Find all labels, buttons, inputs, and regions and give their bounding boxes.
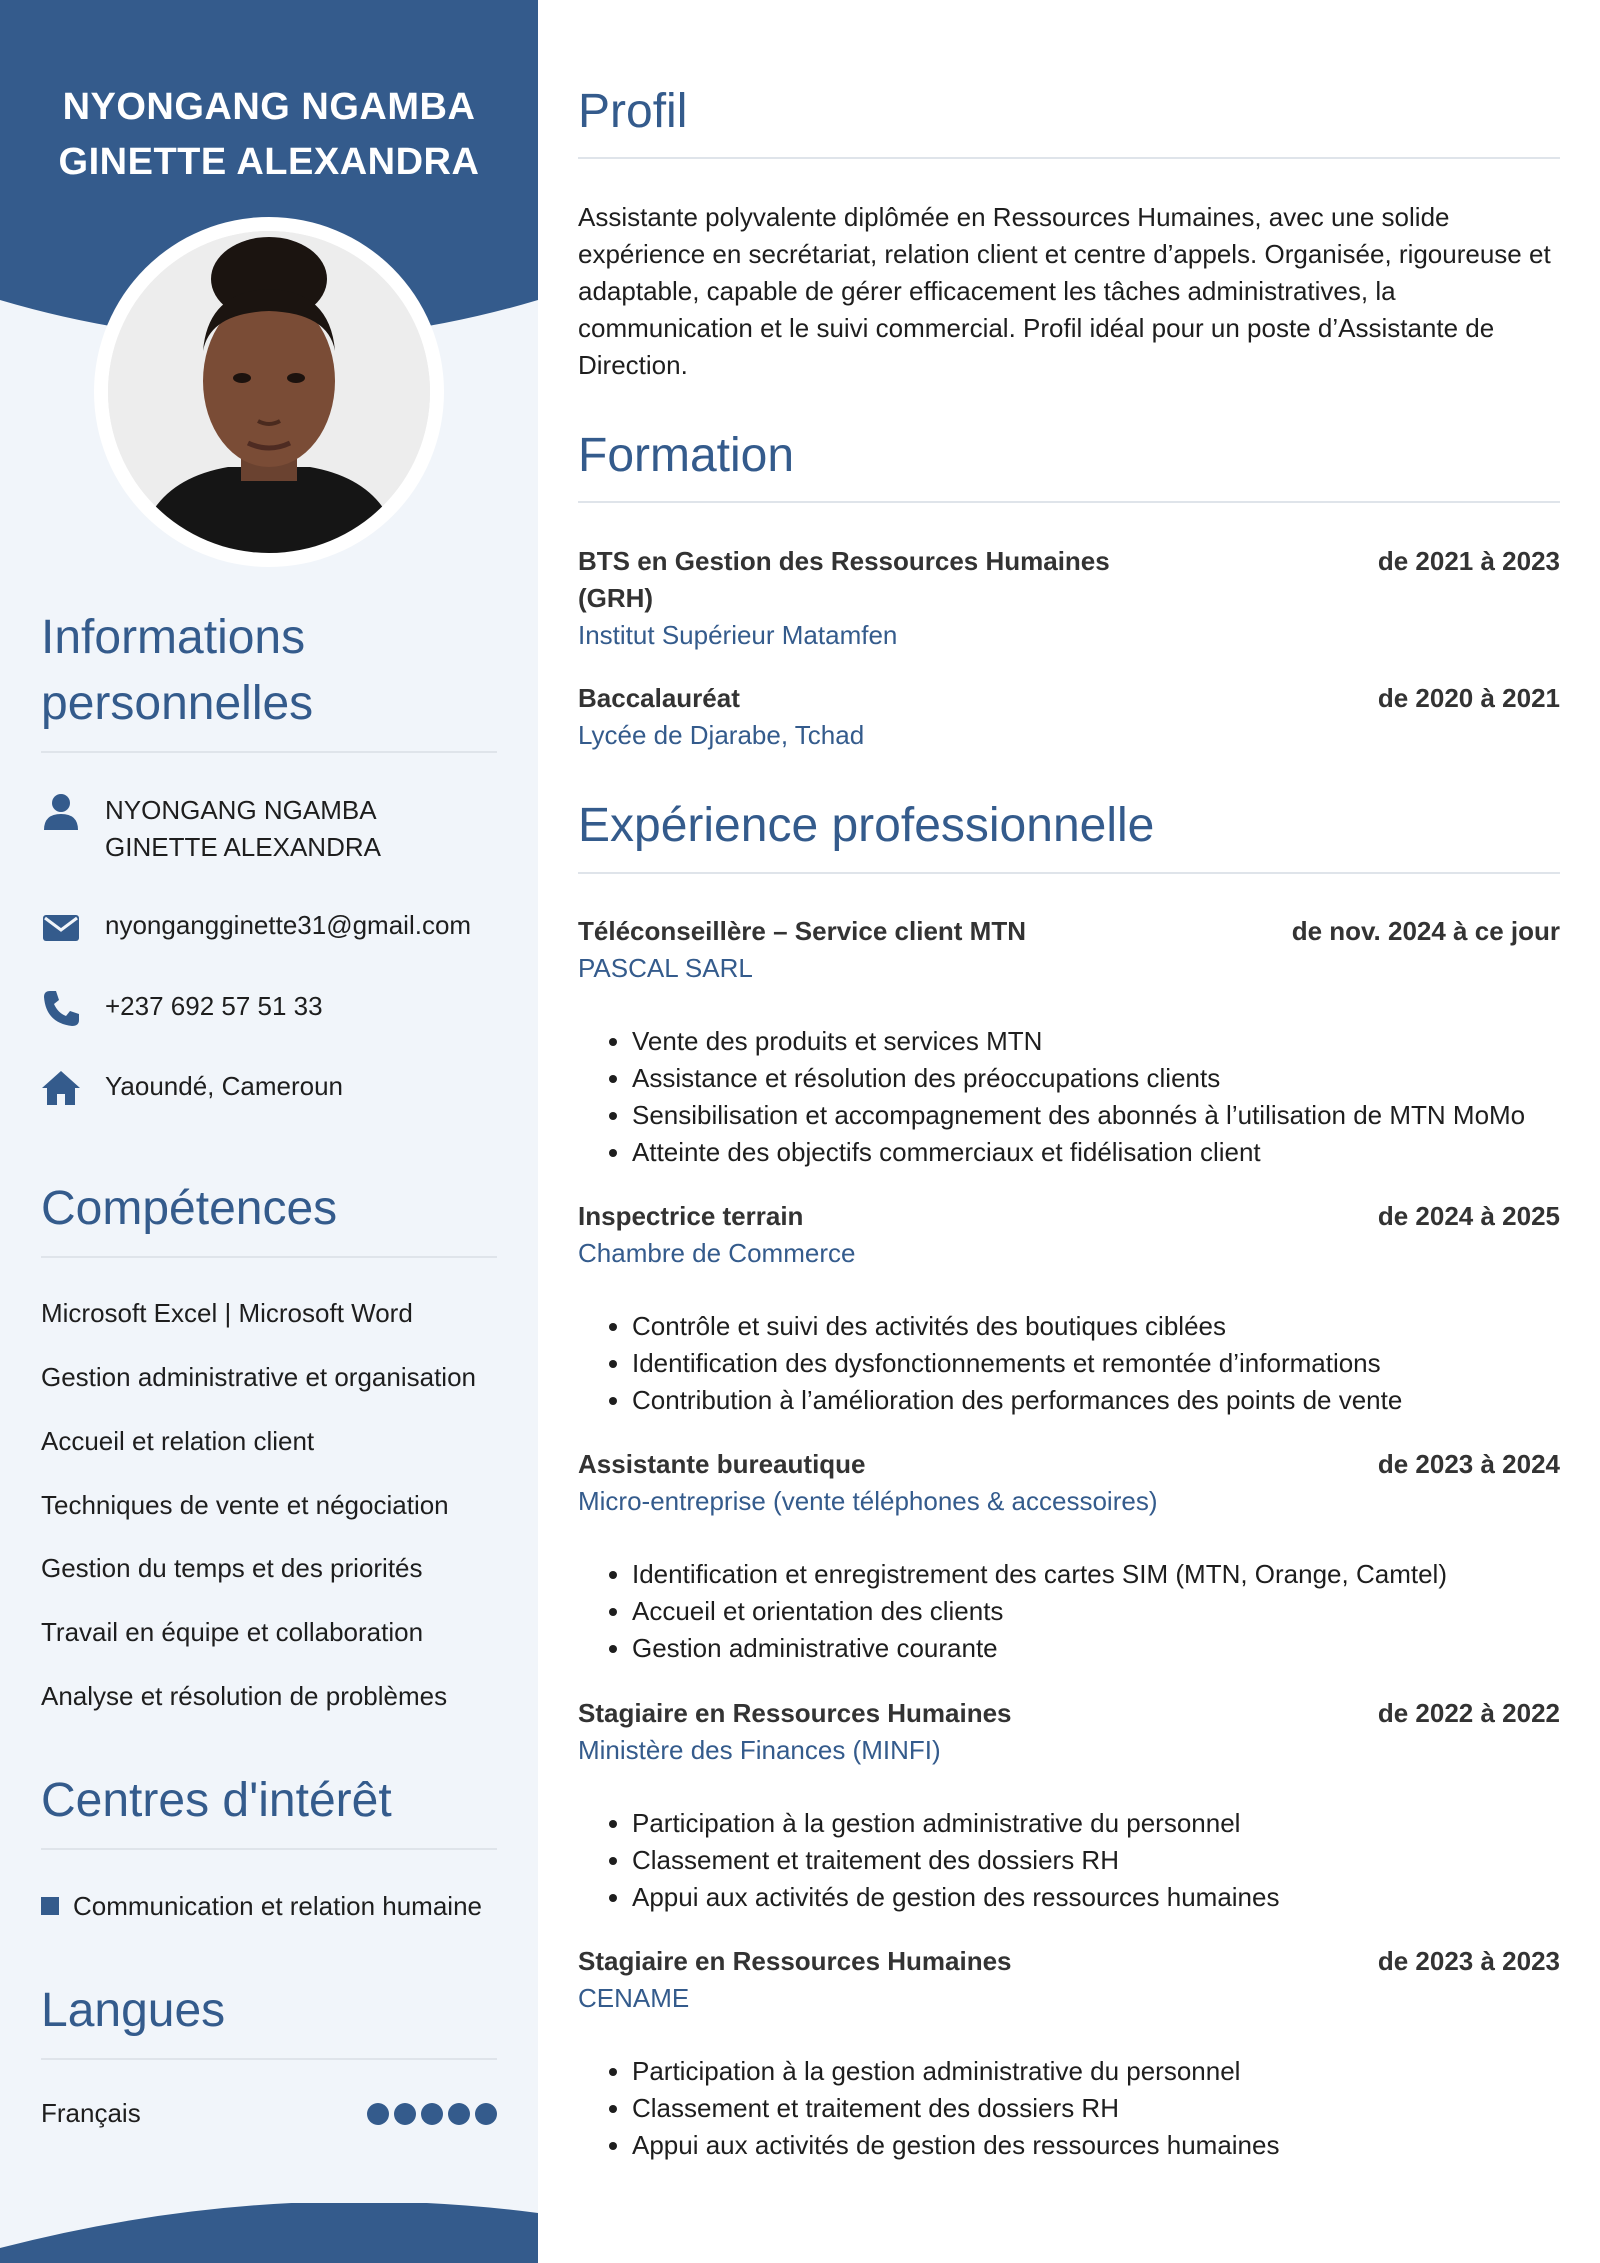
language-row bbox=[41, 2098, 497, 2129]
divider bbox=[578, 157, 1560, 159]
languages-section bbox=[41, 1978, 497, 2060]
user-icon bbox=[41, 792, 81, 832]
info-name bbox=[105, 792, 381, 866]
skill-item: Analyse et résolution de problèmes bbox=[41, 1681, 448, 1711]
phone-icon bbox=[41, 988, 81, 1028]
level-dot bbox=[448, 2103, 470, 2125]
entry-title: Stagiaire en Ressources Humaines bbox=[578, 1946, 1012, 1976]
info-name-line-1: NYONGANG NGAMBA bbox=[105, 795, 377, 825]
divider bbox=[578, 872, 1560, 874]
divider bbox=[41, 1256, 497, 1258]
entry-bullets bbox=[578, 1556, 1560, 1667]
entry-date: de 2023 à 2023 bbox=[1377, 1946, 1560, 1976]
entry-org: Micro-entreprise (vente téléphones & accessoires) bbox=[578, 1486, 1158, 1516]
bullet-item: • Classement et traitement des dossiers RH bbox=[632, 1842, 1560, 1879]
skill-item: Techniques de vente et négociation bbox=[41, 1490, 449, 1520]
entry-date: de 2020 à 2021 bbox=[1377, 683, 1560, 713]
entry-date: de 2021 à 2023 bbox=[1377, 546, 1560, 576]
entry-date: de 2022 à 2022 bbox=[1377, 1698, 1560, 1728]
entry-title: Stagiaire en Ressources Humaines bbox=[578, 1698, 1012, 1728]
address: Yaoundé, Cameroun bbox=[105, 1071, 344, 1101]
bullet-item: • Atteinte des objectifs commerciaux et fidélisation client bbox=[632, 1134, 1560, 1171]
name-line-2: GINETTE ALEXANDRA bbox=[58, 141, 480, 183]
info-name-line-2: GINETTE ALEXANDRA bbox=[105, 832, 381, 862]
divider bbox=[578, 501, 1560, 503]
experience-title: Expérience professionnelle bbox=[578, 799, 1155, 852]
experience-entry bbox=[578, 1446, 1560, 1667]
interests-section bbox=[41, 1768, 497, 1850]
entry-org: Institut Supérieur Matamfen bbox=[578, 620, 898, 650]
bullet-item: • Appui aux activités de gestion des ressources humaines bbox=[632, 2127, 1560, 2164]
bullet-item: • Sensibilisation et accompagnement des abonnés à l’utilisation de MTN MoMo bbox=[632, 1097, 1560, 1134]
bullet-item: • Identification des dysfonctionnements et remontée d’informations bbox=[632, 1345, 1560, 1382]
languages-title: Langues bbox=[41, 1984, 226, 2037]
entry-org: PASCAL SARL bbox=[578, 953, 753, 983]
header-name bbox=[0, 80, 538, 190]
personal-info-section bbox=[41, 605, 497, 753]
level-dot bbox=[475, 2103, 497, 2125]
experience-entry bbox=[578, 913, 1560, 1171]
language-name: Français bbox=[41, 2098, 141, 2128]
bullet-item: • Participation à la gestion administrative du personnel bbox=[632, 2053, 1560, 2090]
level-dot bbox=[421, 2103, 443, 2125]
home-icon bbox=[41, 1068, 81, 1108]
info-name-row bbox=[41, 792, 501, 866]
divider bbox=[41, 1848, 497, 1850]
entry-org: Lycée de Djarabe, Tchad bbox=[578, 720, 865, 750]
divider bbox=[41, 751, 497, 753]
experience-entry bbox=[578, 1943, 1560, 2164]
entry-bullets bbox=[578, 1023, 1560, 1171]
entry-date: de 2024 à 2025 bbox=[1377, 1201, 1560, 1231]
interest-item bbox=[41, 1888, 482, 1924]
bullet-item: • Accueil et orientation des clients bbox=[632, 1593, 1560, 1630]
skill-item: Accueil et relation client bbox=[41, 1426, 315, 1456]
entry-bullets bbox=[578, 1805, 1560, 1916]
bullet-item: • Assistance et résolution des préoccupations clients bbox=[632, 1060, 1560, 1097]
bullet-item: • Participation à la gestion administrative du personnel bbox=[632, 1805, 1560, 1842]
envelope-icon bbox=[41, 907, 81, 947]
entry-title: Téléconseillère – Service client MTN bbox=[578, 916, 1026, 946]
experience-entry bbox=[578, 1198, 1560, 1419]
sidebar bbox=[0, 0, 538, 2263]
bullet-item: • Classement et traitement des dossiers RH bbox=[632, 2090, 1560, 2127]
entry-date: de nov. 2024 à ce jour bbox=[1291, 916, 1560, 946]
interests-title: Centres d'intérêt bbox=[41, 1774, 392, 1827]
profile-title: Profil bbox=[578, 85, 688, 138]
entry-bullets bbox=[578, 1308, 1560, 1419]
skills-title: Compétences bbox=[41, 1182, 338, 1235]
interest-label: Communication et relation humaine bbox=[73, 1891, 482, 1921]
education-title: Formation bbox=[578, 429, 795, 482]
level-dot bbox=[367, 2103, 389, 2125]
name-line-1: NYONGANG NGAMBA bbox=[62, 86, 476, 128]
entry-date: de 2023 à 2024 bbox=[1377, 1449, 1560, 1479]
entry-title: Baccalauréat bbox=[578, 683, 740, 713]
bullet-item: • Contribution à l’amélioration des performances des points de vente bbox=[632, 1382, 1560, 1419]
bullet-item: • Identification et enregistrement des cartes SIM (MTN, Orange, Camtel) bbox=[632, 1556, 1560, 1593]
profile-photo bbox=[108, 231, 430, 553]
skill-item: Gestion administrative et organisation bbox=[41, 1362, 477, 1392]
experience-entry bbox=[578, 1695, 1560, 1916]
info-email-row bbox=[41, 907, 501, 947]
skill-item: Microsoft Excel | Microsoft Word bbox=[41, 1298, 413, 1328]
entry-org: CENAME bbox=[578, 1983, 690, 2013]
profile-text: Assistante polyvalente diplômée en Ressources Humaines, avec une solide expérience en secrétariat, relation client et centre d’appels. Organisée, rigoureuse et adaptable, capable de gérer efficacement les tâches administratives, la communication et le suivi commercial. Profil idéal pour un poste d’Assistante de Direction. bbox=[578, 202, 1551, 380]
education-entry bbox=[578, 680, 1560, 754]
bullet-item: • Vente des produits et services MTN bbox=[632, 1023, 1560, 1060]
footer-band bbox=[0, 2203, 538, 2263]
personal-info-title: Informations personnelles bbox=[41, 611, 314, 730]
profile-photo-frame bbox=[94, 217, 444, 567]
entry-title: BTS en Gestion des Ressources Humaines (GRH) bbox=[578, 546, 1110, 613]
square-bullet-icon bbox=[41, 1897, 59, 1915]
language-level bbox=[367, 2103, 497, 2125]
skill-item: Travail en équipe et collaboration bbox=[41, 1617, 424, 1647]
phone-number[interactable]: +237 692 57 51 33 bbox=[105, 991, 323, 1021]
level-dot bbox=[394, 2103, 416, 2125]
divider bbox=[41, 2058, 497, 2060]
email-link[interactable]: nyongangginette31@gmail.com bbox=[105, 910, 472, 940]
skill-item: Gestion du temps et des priorités bbox=[41, 1553, 423, 1583]
skills-section bbox=[41, 1176, 497, 1258]
bullet-item: • Contrôle et suivi des activités des boutiques ciblées bbox=[632, 1308, 1560, 1345]
education-entry bbox=[578, 543, 1560, 654]
info-phone-row bbox=[41, 988, 501, 1028]
info-address-row bbox=[41, 1068, 501, 1108]
entry-org: Ministère des Finances (MINFI) bbox=[578, 1735, 941, 1765]
entry-title: Assistante bureautique bbox=[578, 1449, 866, 1479]
entry-title: Inspectrice terrain bbox=[578, 1201, 804, 1231]
bullet-item: • Appui aux activités de gestion des ressources humaines bbox=[632, 1879, 1560, 1916]
entry-bullets bbox=[578, 2053, 1560, 2164]
bullet-item: • Gestion administrative courante bbox=[632, 1630, 1560, 1667]
entry-org: Chambre de Commerce bbox=[578, 1238, 856, 1268]
